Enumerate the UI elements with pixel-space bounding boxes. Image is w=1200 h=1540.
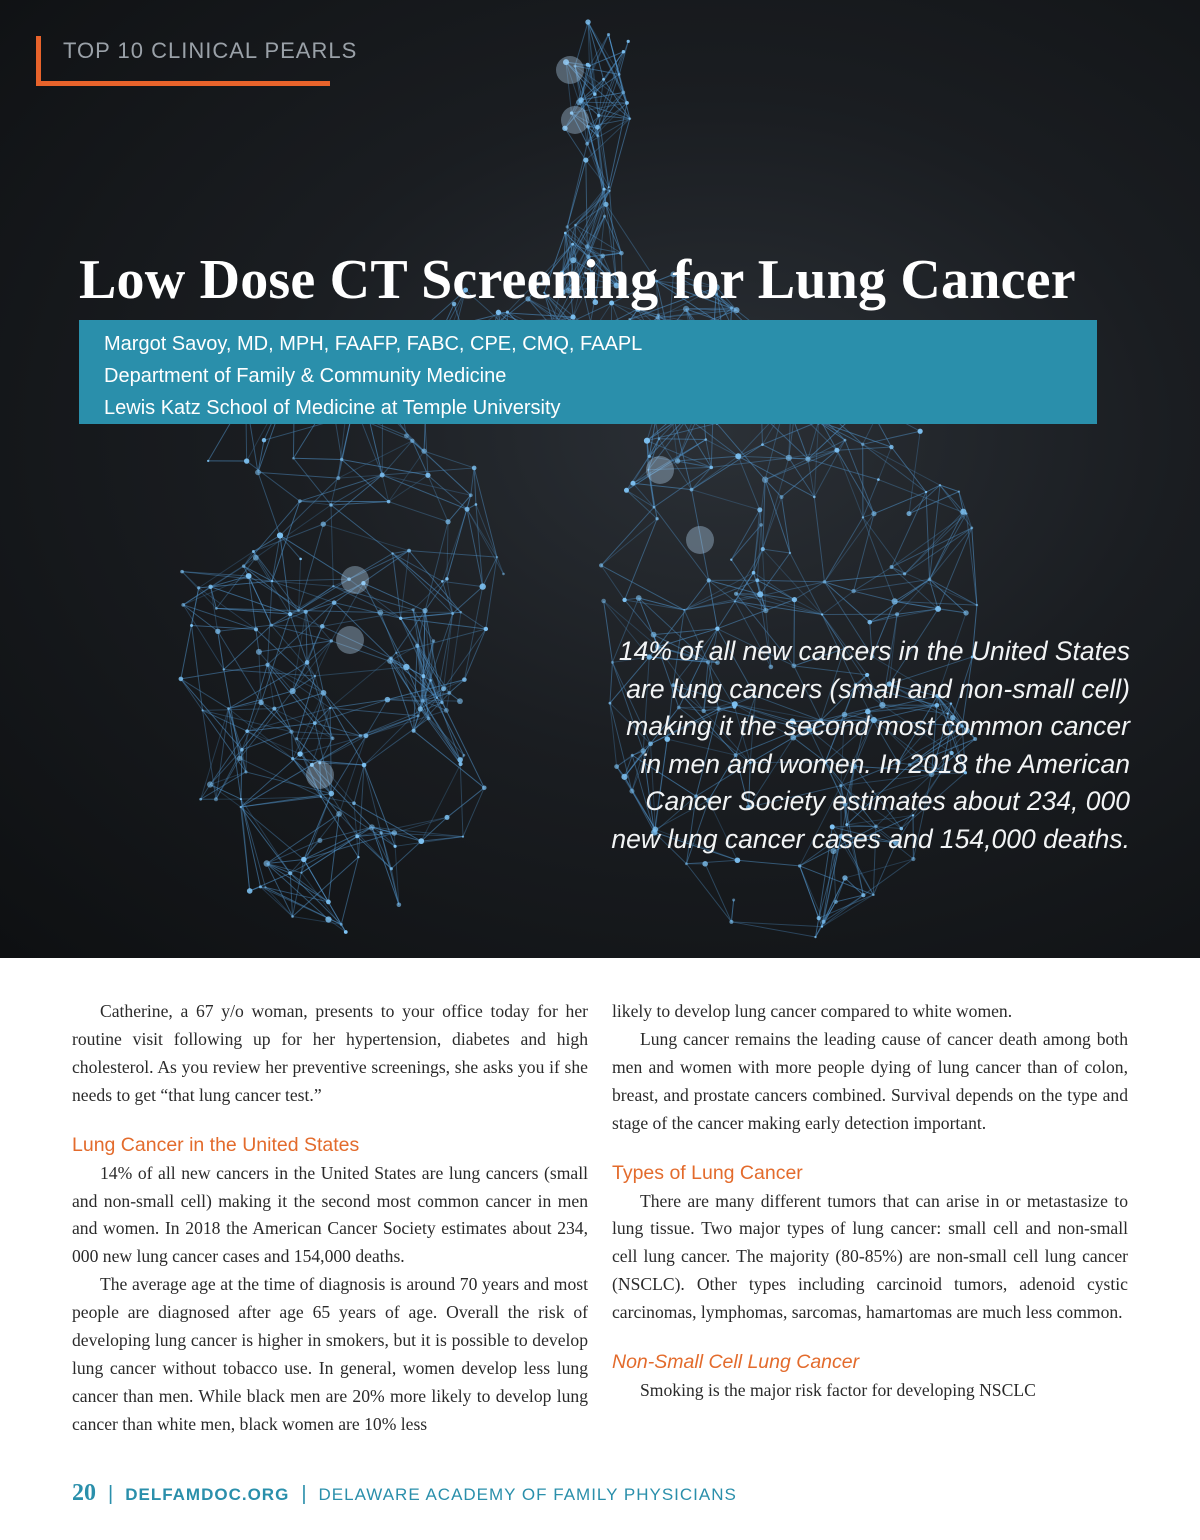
us-paragraph-1: 14% of all new cancers in the United States are lung cancers (small and non-small cell) making it the second most common cancer in men and women. In 2018 the American Cancer Society estimates about 234, 000 new lung cancer cases and 154,000 deaths. <box>72 1162 588 1267</box>
pull-quote: 14% of all new cancers in the United States are lung cancers (small and non-small cell) making it the second most common cancer in men and women. In 2018 the American Cancer Society estimates about 234, 000 new lung cancer cases and 154,000 deaths. <box>611 636 1130 854</box>
author-department: Department of Family & Community Medicine <box>104 365 507 387</box>
page-number: 20 <box>72 1480 96 1506</box>
footer-organization: DELAWARE ACADEMY OF FAMILY PHYSICIANS <box>318 1485 737 1504</box>
section-tag-label: TOP 10 CLINICAL PEARLS <box>63 38 358 63</box>
intro-paragraph: Catherine, a 67 y/o woman, presents to your office today for her routine visit following up for her hypertension, diabetes and high cholesterol. As you review her preventive screenings, she asks you if she needs to get “that lung cancer test.” <box>72 1001 588 1105</box>
article-title: Low Dose CT Screening for Lung Cancer <box>79 249 1076 311</box>
page-footer <box>72 1480 737 1512</box>
nsclc-paragraph-1: Smoking is the major risk factor for developing NSCLC <box>640 1380 1036 1401</box>
footer-separator: | <box>301 1483 307 1505</box>
heading-types-of-lung-cancer: Types of Lung Cancer <box>612 1161 803 1184</box>
author-name: Margot Savoy, MD, MPH, FAAFP, FABC, CPE, CMQ, FAAPL <box>104 333 643 355</box>
right-column <box>612 998 1128 1405</box>
us-paragraph-2: The average age at the time of diagnosis is around 70 years and most people are diagnosed after age 65 years of age. Overall the risk of developing lung cancer is higher in smokers, but it is possible to develop lung cancer without tobacco use. In general, women develop less lung cancer than men. While black men are 20% more likely to develop lung cancer than white men, black women are 10% less <box>72 1274 588 1434</box>
section-tag <box>36 36 358 86</box>
us-paragraph-3: Lung cancer remains the leading cause of cancer death among both men and women with more people dying of lung cancer than of colon, breast, and prostate cancers combined. Survival depends on the type and stage of the cancer making early detection important. <box>612 1028 1128 1133</box>
heading-lung-cancer-us: Lung Cancer in the United States <box>72 1133 360 1156</box>
left-column <box>72 998 588 1439</box>
author-box <box>79 320 1097 424</box>
types-paragraph-1: There are many different tumors that can arise in or metastasize to lung tissue. Two major types of lung cancer: small cell and non-small cell lung cancer. The majority (80-85%) are non-small cell lung cancer (NSCLC). Other types including carcinoid tumors, adenoid cystic carcinomas, lymphomas, sarcomas, hamartomas are much less common. <box>612 1190 1128 1323</box>
footer-site-link[interactable]: DELFAMDOC.ORG <box>125 1485 290 1504</box>
us-paragraph-2-continued: likely to develop lung cancer compared to white women. <box>612 1001 1013 1021</box>
footer-separator: | <box>108 1483 114 1505</box>
author-school: Lewis Katz School of Medicine at Temple University <box>104 397 561 419</box>
heading-nsclc: Non-Small Cell Lung Cancer <box>612 1351 860 1374</box>
